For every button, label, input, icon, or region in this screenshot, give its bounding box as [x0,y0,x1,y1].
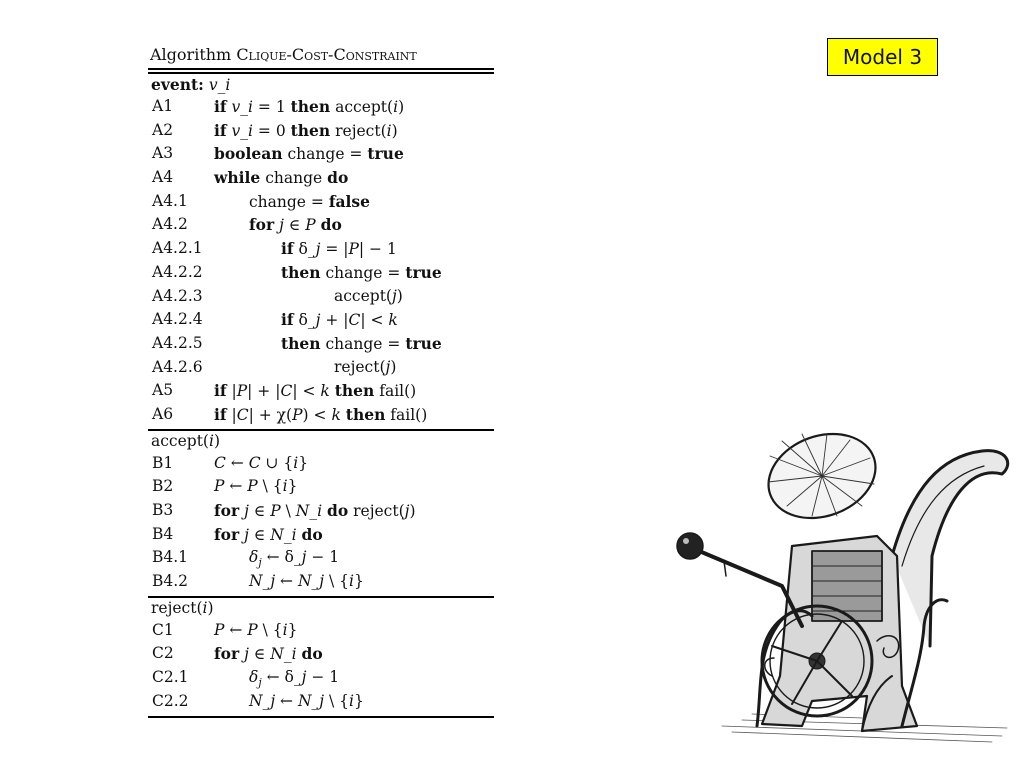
line-label: A4.1 [152,191,188,210]
line-label: A1 [152,97,174,115]
code-line [148,119,494,143]
line-code: reject(j) [334,357,397,376]
line-code: if |C| + χ(P) < k then fail() [214,404,428,424]
model-badge [827,38,938,76]
line-label: A3 [152,144,174,163]
code-line [148,666,494,690]
code-line [148,332,494,356]
line-code: if δ_j + |C| < k [281,310,398,330]
section-accept [148,431,494,596]
code-line [148,379,494,403]
line-code: $\delta_j$ ← δ_j − 1 [249,668,340,690]
line-label: B4.1 [152,548,189,567]
line-code: $\delta_j$ ← δ_j − 1 [249,548,340,570]
line-code: if |P| + |C| < k then fail() [214,381,417,401]
code-line [148,642,494,666]
algorithm-sections [148,74,494,718]
line-code: for j ∈ P do [249,215,342,235]
line-label: A4 [152,168,174,187]
line-label: C2.2 [152,691,189,710]
line-code: for j ∈ N_i do [214,644,323,664]
line-code: N_j ← N_j \ {i} [249,572,364,591]
algorithm-title-prefix: Algorithm [150,45,232,64]
line-label: A4.2.6 [152,357,203,376]
code-line [148,619,494,643]
line-code: if v_i = 1 then accept(i) [214,97,405,116]
line-code: boolean change = true [214,144,404,164]
code-line [148,95,494,119]
code-line [148,213,494,237]
line-code: then change = true [281,262,442,282]
section-header: reject(i) [151,598,214,617]
bottom-rule [148,716,494,718]
line-label: A4.2.5 [152,333,203,352]
code-line [148,570,494,594]
line-label: A5 [152,381,174,400]
section-event [148,74,494,429]
line-code: P ← P \ {i} [214,620,298,639]
line-label: A4.2.1 [152,239,203,258]
algorithm-box [148,44,494,718]
line-label: B4.2 [152,572,189,591]
code-line [148,452,494,476]
section-header: accept(i) [151,431,221,450]
code-line [148,190,494,214]
line-label: C2 [152,644,174,663]
printing-press-icon [662,426,1018,748]
code-line [148,499,494,523]
code-line [148,546,494,570]
line-code: for j ∈ N_i do [214,524,323,544]
line-label: A4.2 [152,215,188,234]
line-code: P ← P \ {i} [214,477,298,496]
line-code: change = false [249,191,371,211]
code-line [148,261,494,285]
model-badge-label: Model 3 [842,45,923,69]
code-line [148,690,494,714]
line-code: if δ_j = |P| − 1 [281,239,397,259]
code-line [148,237,494,261]
line-label: B1 [152,453,174,472]
line-label: B4 [152,524,174,543]
line-code: for j ∈ P \ N_i do reject(j) [214,501,416,520]
line-label: A4.2.2 [152,262,203,281]
line-label: B3 [152,501,174,519]
section-reject [148,598,494,716]
line-label: A6 [152,404,174,423]
line-label: B2 [152,477,174,496]
line-label: A4.2.4 [152,310,203,329]
line-label: C1 [152,620,174,639]
line-code: accept(j) [334,286,403,305]
code-line [148,356,494,380]
code-line [148,475,494,499]
line-code: then change = true [281,333,442,353]
section-header: event: v_i [151,75,231,94]
algorithm-name: Clique-Cost-Constraint [236,45,417,64]
code-line [148,523,494,547]
line-code: N_j ← N_j \ {i} [249,691,364,710]
line-code: if v_i = 0 then reject(i) [214,120,398,140]
line-code: C ← C ∪ {i} [214,453,309,472]
code-line [148,142,494,166]
line-code: while change do [214,168,349,188]
code-line [148,308,494,332]
algorithm-title [148,44,494,66]
line-label: A2 [152,120,174,139]
line-label: A4.2.3 [152,286,203,305]
code-line [148,285,494,309]
code-line [148,166,494,190]
code-line [148,403,494,427]
line-label: C2.1 [152,668,189,687]
